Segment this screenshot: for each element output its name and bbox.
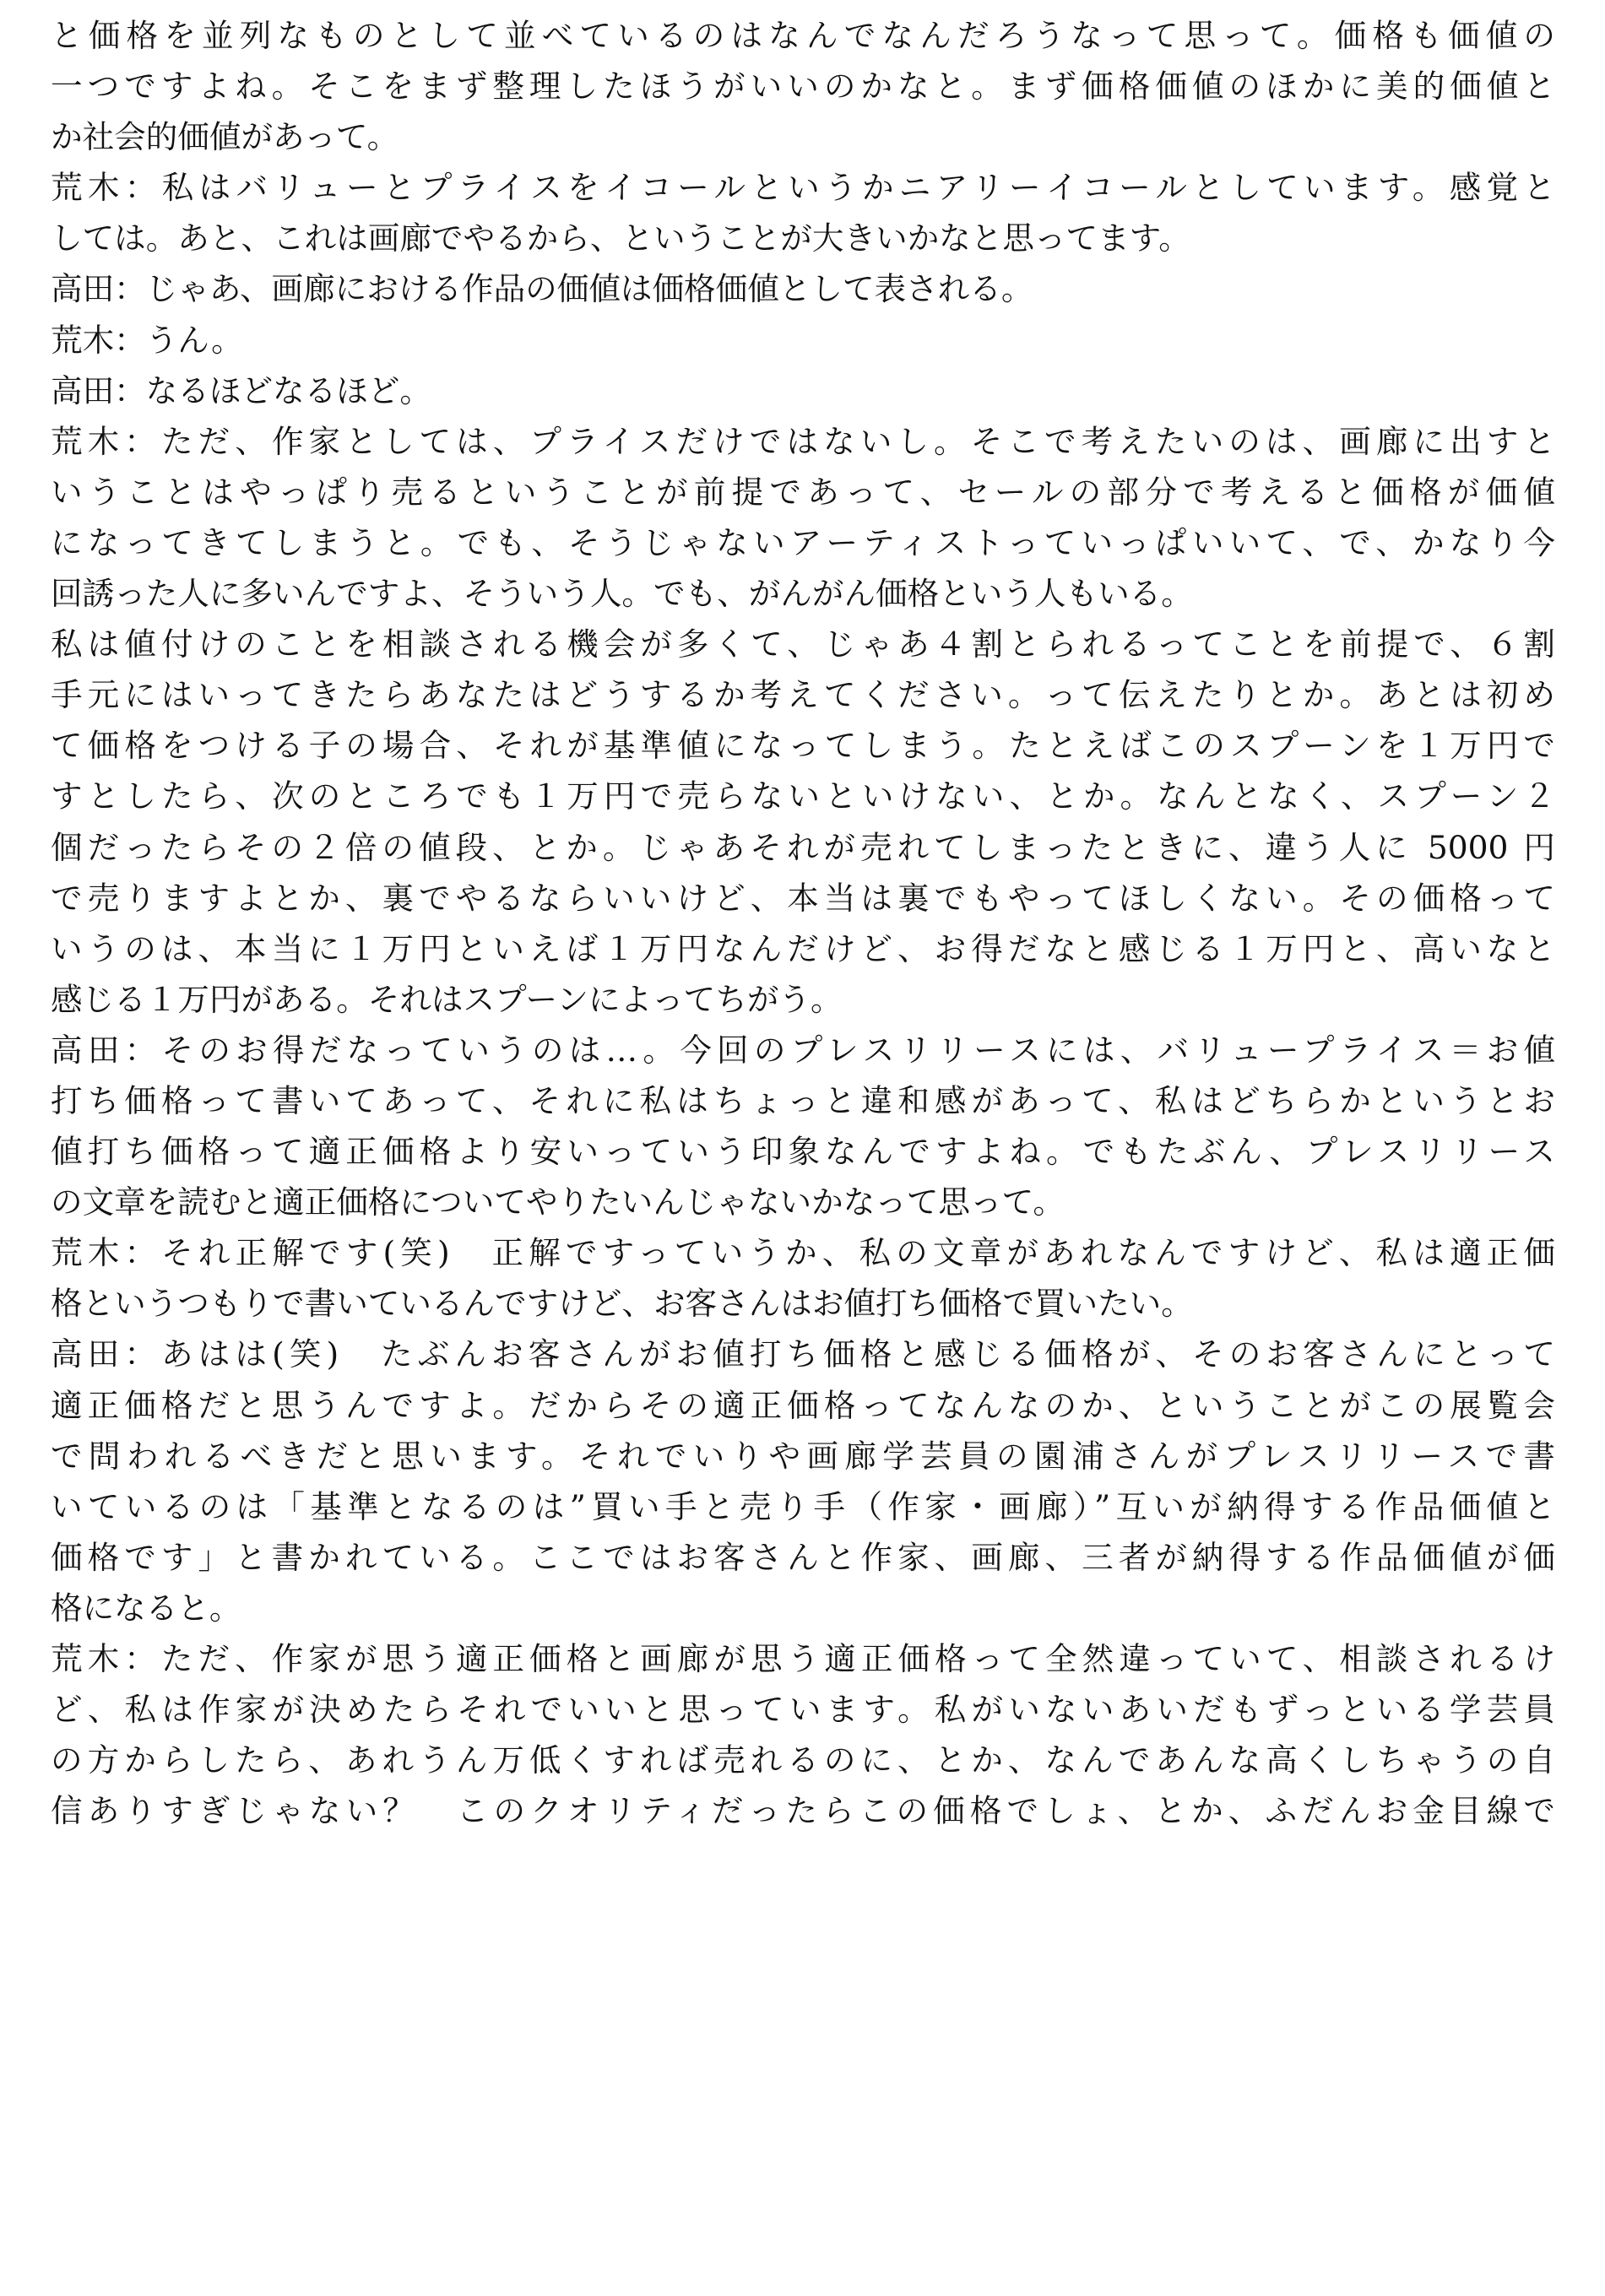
- text-line: 価格です」と書かれている。ここではお客さんと作家、画廊、三者が納得する作品価値が価: [51, 1538, 1555, 1576]
- text-line: の方からしたら、あれうん万低くすれば売れるのに、とか、なんであんな高くしちゃうの自: [51, 1741, 1555, 1779]
- text-line: で売りますよとか、裏でやるならいいけど、本当は裏でもやってほしくない。その価格って: [51, 879, 1555, 917]
- text-line: 高田：あはは(笑) たぶんお客さんがお値打ち価格と感じる価格が、そのお客さんにとって: [51, 1335, 1555, 1373]
- text-line: しては。あと、これは画廊でやるから、ということが大きいかなと思ってます。: [51, 219, 1190, 257]
- text-line: 荒木：ただ、作家としては、プライスだけではないし。そこで考えたいのは、画廊に出すと: [51, 422, 1555, 460]
- text-line: 打ち価格って書いてあって、それに私はちょっと違和感があって、私はどちらかというとお: [51, 1081, 1555, 1119]
- text-line: 手元にはいってきたらあなたはどうするか考えてください。って伝えたりとか。あとは初め: [51, 676, 1555, 714]
- text-line: 格というつもりで書いているんですけど、お客さんはお値打ち価格で買いたい。: [51, 1285, 1193, 1323]
- text-line: いうのは、本当に１万円といえば１万円なんだけど、お得だなと感じる１万円と、高いなと: [51, 929, 1555, 967]
- text-line: 荒木：それ正解です(笑) 正解ですっていうか、私の文章があれなんですけど、私は適正価: [51, 1234, 1555, 1272]
- text-line: になってきてしまうと。でも、そうじゃないアーティストっていっぱいいて、で、かなり今: [51, 523, 1555, 561]
- paragraph: [51, 416, 1555, 619]
- text-line: 荒木：ただ、作家が思う適正価格と画廊が思う適正価格って全然違っていて、相談されるけ: [51, 1640, 1555, 1677]
- text-line: て価格をつける子の場合、それが基準値になってしまう。たとえばこのスプーンを１万円で: [51, 727, 1555, 765]
- text-line: 一つですよね。そこをまず整理したほうがいいのかなと。まず価格価値のほかに美的価値と: [51, 68, 1555, 106]
- paragraph: [51, 10, 1555, 162]
- paragraph: [51, 1025, 1555, 1227]
- text-line: 適正価格だと思うんですよ。だからその適正価格ってなんなのか、ということがこの展覧会: [51, 1386, 1555, 1424]
- text-line: か社会的価値があって。: [51, 118, 399, 156]
- document-page: [51, 10, 1555, 1836]
- text-line: の文章を読むと適正価格についてやりたいんじゃないかなって思って。: [51, 1183, 1065, 1221]
- paragraph: [51, 1633, 1555, 1836]
- text-line: 高田：なるほどなるほど。: [51, 371, 431, 409]
- text-line: 荒木：私はバリューとプライスをイコールというかニアリーイコールとしています。感覚と: [51, 169, 1555, 207]
- paragraph: [51, 366, 1555, 416]
- paragraph: [51, 619, 1555, 1025]
- text-line: いているのは「基準となるのは”買い手と売り手（作家・画廊）”互いが納得する作品価値と: [51, 1487, 1555, 1525]
- text-line: 格になると。: [51, 1589, 241, 1627]
- text-line: 信ありすぎじゃない？ このクオリティだったらこの価格でしょ、とか、ふだんお金目線で: [51, 1792, 1555, 1830]
- text-line: 私は値付けのことを相談される機会が多くて、じゃあ４割とられるってことを前提で、６割: [51, 625, 1555, 663]
- text-line: 回誘った人に多いんですよ、そういう人。でも、がんがん価格という人もいる。: [51, 575, 1193, 613]
- text-line: 荒木：うん。: [51, 321, 243, 359]
- text-line: すとしたら、次のところでも１万円で売らないといけない、とか。なんとなく、スプーン２: [51, 777, 1555, 815]
- paragraph: [51, 1227, 1555, 1329]
- text-line: 感じる１万円がある。それはスプーンによってちがう。: [51, 980, 843, 1018]
- paragraph: [51, 315, 1555, 366]
- text-line: と価格を並列なものとして並べているのはなんでなんだろうなって思って。価格も価値の: [51, 17, 1555, 54]
- text-line: ど、私は作家が決めたらそれでいいと思っています。私がいないあいだもずっといる学芸員: [51, 1691, 1555, 1729]
- paragraph: [51, 263, 1555, 314]
- text-line: 個だったらその２倍の値段、とか。じゃあそれが売れてしまったときに、違う人に 5000 円: [51, 828, 1555, 866]
- text-line: 高田：じゃあ、画廊における作品の価値は価格価値として表される。: [51, 270, 1033, 308]
- text-line: いうことはやっぱり売るということが前提であって、セールの部分で考えると価格が価値: [51, 473, 1555, 511]
- paragraph: [51, 162, 1555, 263]
- text-line: 高田：そのお得だなっていうのは…。今回のプレスリリースには、バリュープライス＝お値: [51, 1031, 1555, 1069]
- paragraph: [51, 1329, 1555, 1633]
- text-line: 値打ち価格って適正価格より安いっていう印象なんですよね。でもたぶん、プレスリリース: [51, 1133, 1555, 1171]
- text-line: で問われるべきだと思います。それでいりや画廊学芸員の園浦さんがプレスリリースで書: [51, 1437, 1555, 1475]
